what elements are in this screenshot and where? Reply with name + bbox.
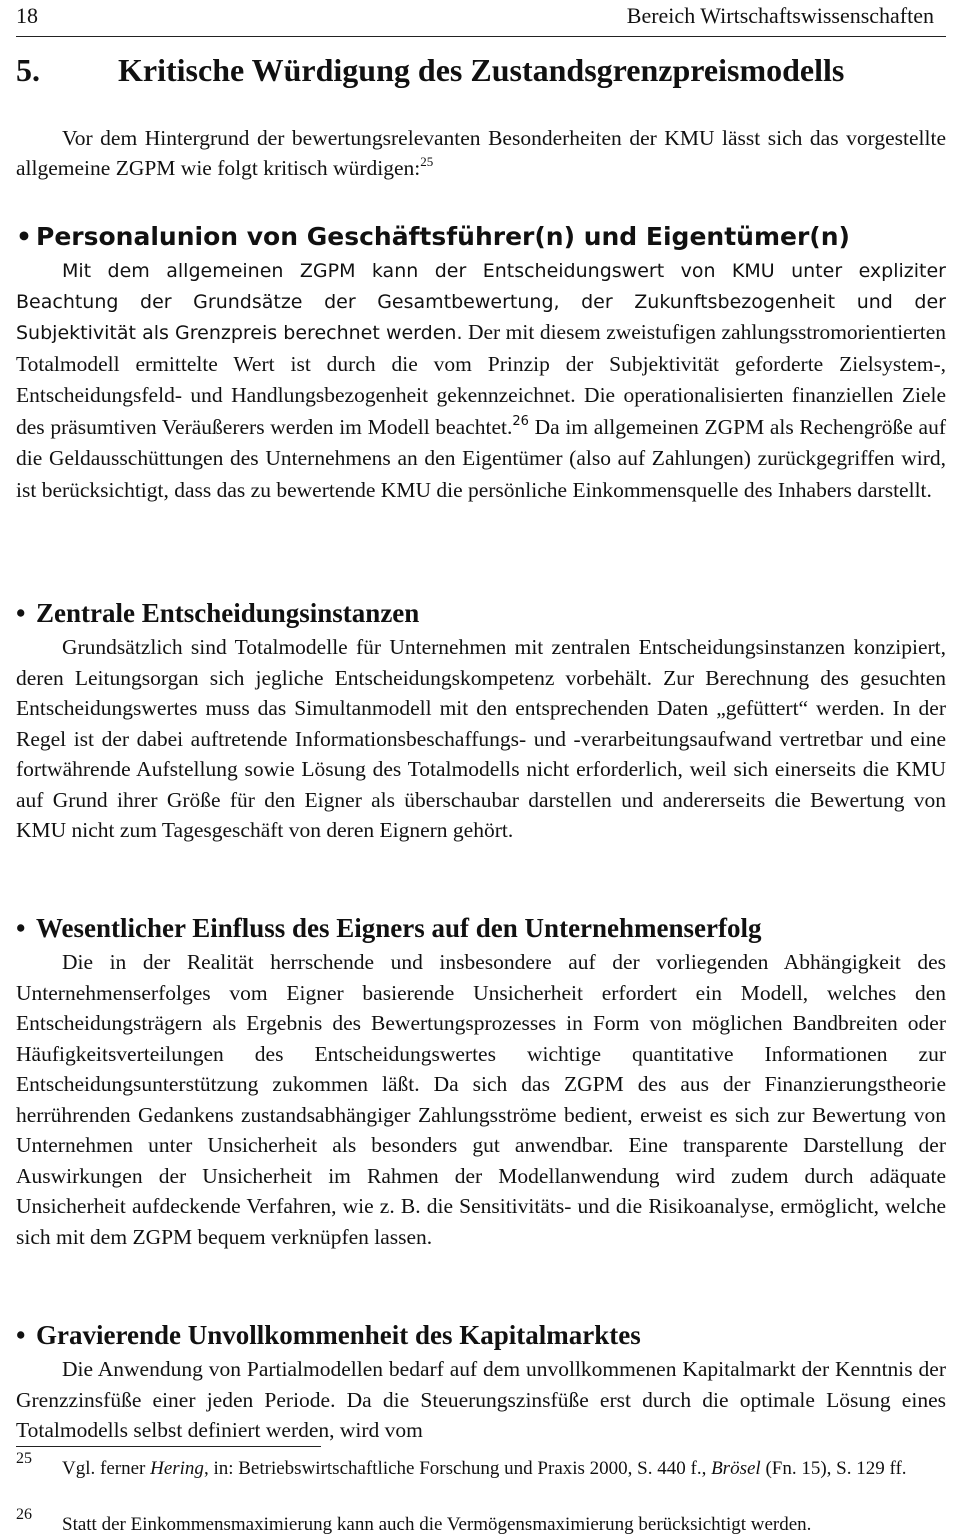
author-hering: Hering — [150, 1458, 204, 1479]
section-heading-einfluss-des-eigners: • Wesentlicher Einfluss des Eigners auf den Unternehmenserfolg — [16, 913, 762, 943]
running-header — [16, 2, 946, 37]
section-body-einfluss-des-eigners: Die in der Realität herrschende und insbesondere auf der vorliegenden Abhängigkeit des Unternehmenserfolges vom Eigner basierende Unsicherheit erfordert ein Modell, welches den Entscheidungsträgern als Ergebnis des Bewertungsprozesses in Form von möglichen Bandbreiten oder Häufigkeitsverteilungen des Entscheidungswertes wichtige quantitative Informationen zur Entscheidungsunterstützung zukommen läßt. Da sich das ZGPM des aus der Finanzierungstheorie herrührenden Gedankens zustandsabhängiger Zahlungsströme bedient, erweist es sich zur Bewertung von Unternehmen unter Unsicherheit als besonders gut anwendbar. Eine transparente Darstellung der Auswirkungen der Unsicherheit im Rahmen der Modellanwendung wird zudem durch adäquate Unsicherheit aufdeckende Verfahren, wie z. B. die Sensitivitäts- und die Risikoanalyse, ermöglicht, welche sich mit dem ZGPM bequem verknüpfen lassen. — [16, 950, 946, 1249]
chapter-title: Kritische Würdigung des Zustandsgrenzpreismodells — [118, 52, 845, 88]
intro-paragraph: Vor dem Hintergrund der bewertungsrelevanten Besonderheiten der KMU lässt sich das vorgestellte allgemeine ZGPM wie folgt kritisch würdigen:$^{25}$ — [16, 126, 946, 180]
footnote-number: 26 — [16, 1506, 32, 1523]
author-broesel: Brösel — [711, 1458, 761, 1479]
footnote-ref-25[interactable]: 25 — [420, 153, 434, 169]
running-title: Bereich Wirtschaftswissenschaften — [626, 3, 934, 28]
section-body-unvollkommenheit-kapitalmarkt: Die Anwendung von Partialmodellen bedarf auf dem unvollkommenen Kapitalmarkt der Kenntnis der Grenzzinsfüße einer jeden Periode. Da die Steuerungszinsfüße erst durch die optimale Lösung eines Totalmodells selbst definiert werden, wird vom — [16, 1357, 946, 1442]
footnote-text: Statt der Einkommensmaximierung kann auch die Vermögensmaximierung berücksichtigt werden. — [62, 1514, 812, 1535]
footnote-number: 25 — [16, 1450, 32, 1467]
footnote-ref-26[interactable]: 26 — [512, 413, 529, 429]
footnote-text: Vgl. ferner Hering, in: Betriebswirtschaftliche Forschung und Praxis 2000, S. 440 f., Brösel (Fn. 15), S. 129 ff. — [62, 1458, 907, 1479]
bullet-icon: • — [16, 222, 32, 251]
page-number: 18 — [16, 3, 38, 28]
footnote-26 — [16, 1506, 946, 1538]
bullet-icon: • — [16, 598, 26, 628]
footnote-25 — [16, 1450, 946, 1482]
section-heading-personalunion: • Personalunion von Geschäftsführer(n) und Eigentümer(n) — [16, 220, 946, 254]
section-heading-zentrale-entscheidungsinstanzen: • Zentrale Entscheidungsinstanzen — [16, 598, 420, 628]
chapter-number: 5. — [16, 52, 40, 88]
bullet-icon: • — [16, 1320, 26, 1350]
section-heading-unvollkommenheit-kapitalmarkt: • Gravierende Unvollkommenheit des Kapitalmarktes — [16, 1320, 641, 1350]
chapter-heading — [16, 50, 946, 90]
section-body-zentrale-entscheidungsinstanzen: Grundsätzlich sind Totalmodelle für Unternehmen mit zentralen Entscheidungsinstanzen konzipiert, deren Leitungsorgan sich jegliche Entscheidungskompetenz vorbehält. Zur Berechnung des gesuchten Entscheidungswertes muss das Simultanmodell mit den entsprechenden Daten „gefüttert“ werden. In der Regel ist der dabei auftretende Informationsbeschaffungs- und -verarbeitungsaufwand vertretbar und eine fortwährende Aufstellung sowie Lösung des Totalmodells nicht erforderlich, weil sich einerseits die KMU auf Grund ihrer Größe für den Eigner als überschaubar darstellen und andererseits die Bewertung von KMU nicht zum Tagesgeschäft von deren Eignern gehört. — [16, 635, 946, 842]
footnote-separator — [16, 1446, 321, 1447]
bullet-icon: • — [16, 913, 26, 943]
section-body-personalunion: Mit dem allgemeinen ZGPM kann der Entscheidungswert von KMU unter expliziter Beachtung der Grundsätze der Gesamtbewertung, der Zukunftsbezogenheit und der Subjektivität als Grenzpreis berechnet werden. Der mit diesem zweistufigen zahlungsstromorientierten Totalmodell ermittelte Wert ist durch die vom Prinzip der Subjektivität geforderte Zielsystem-, Entscheidungsfeld- und Handlungsbezogenheit gekennzeichnet. Die operationalisierten finanziellen Ziele des präsumtiven Veräußerers werden im Modell beachtet.$^{26}$ Da im allgemeinen ZGPM als Rechengröße auf die Geldausschüttungen des Unternehmens an den Eigentümer (also auf Zahlungen) zurückgegriffen wird, ist berücksichtigt, dass das zu bewertende KMU die persönliche Einkommensquelle des Inhabers darstellt. — [16, 260, 947, 502]
